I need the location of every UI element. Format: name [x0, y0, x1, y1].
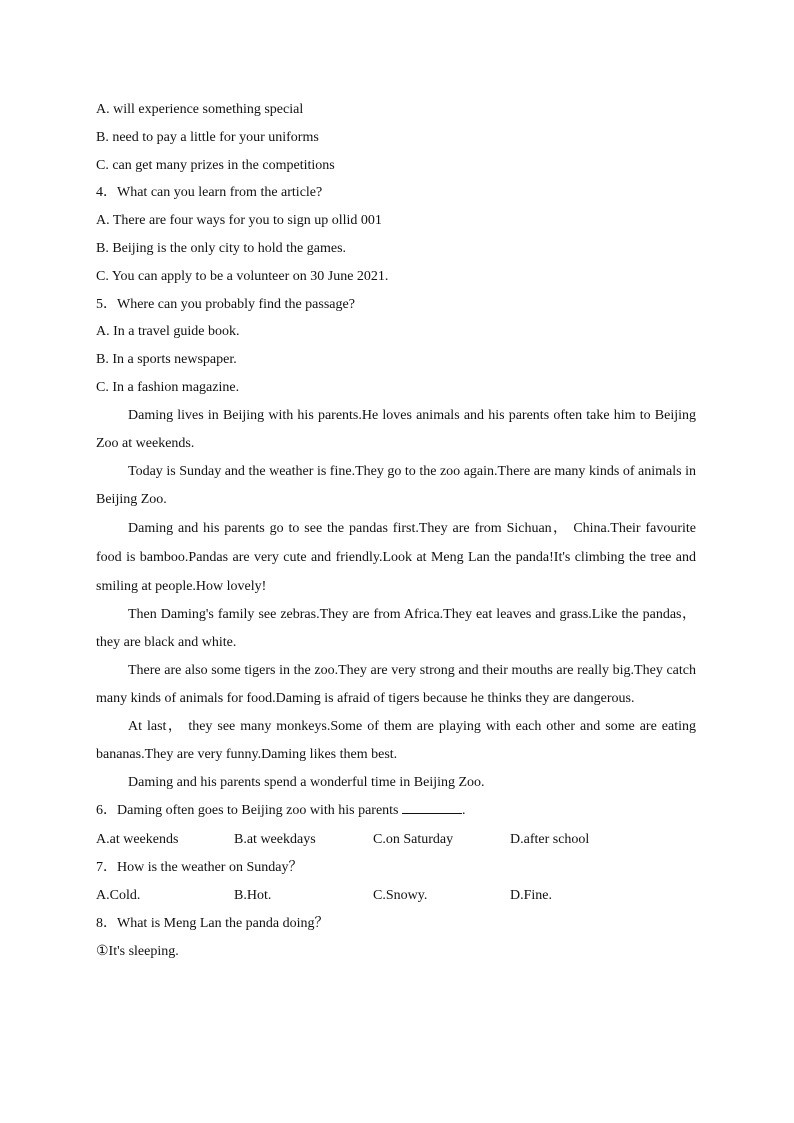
q4-question: 4．What can you learn from the article? [96, 185, 323, 201]
q6-question-text: 6．Daming often goes to Beijing zoo with his parents [96, 802, 403, 818]
q6-option-b: B.at weekdays [234, 831, 316, 847]
q5-option-a: A. In a travel guide book. [96, 324, 240, 340]
q8-question: 8．What is Meng Lan the panda doing？ [96, 916, 329, 932]
passage-paragraph-3: Daming and his parents go to see the pandas first.They are from Sichuan， China.Their favourite food is bamboo.Pandas are very cute and friendly.Look at Meng Lan the panda!It's climbing the tree and smiling at people.How lovely! [96, 520, 696, 594]
q4-option-a: A. There are four ways for you to sign up ollid 001 [96, 213, 382, 229]
q5-option-b: B. In a sports newspaper. [96, 352, 237, 368]
q6-option-a: A.at weekends [96, 831, 179, 847]
q8-option-1: ①It's sleeping. [96, 944, 179, 960]
q4-option-c: C. You can apply to be a volunteer on 30 June 2021. [96, 268, 389, 284]
passage-paragraph-5: There are also some tigers in the zoo.They are very strong and their mouths are really big.They catch many kinds of animals for food.Daming is afraid of tigers because he thinks they are dangerous. [96, 662, 696, 706]
passage-paragraph-4: Then Daming's family see zebras.They are from Africa.They eat leaves and grass.Like the pandas，they are black and white. [96, 606, 696, 650]
q6-options [96, 825, 696, 854]
q6-question-end: . [462, 802, 466, 818]
passage-paragraph-1: Daming lives in Beijing with his parents.He loves animals and his parents often take him to Beijing Zoo at weekends. [96, 407, 696, 451]
q3-option-c: C. can get many prizes in the competitions [96, 157, 335, 173]
q7-option-c: C.Snowy. [373, 888, 428, 904]
q6-option-d: D.after school [510, 831, 590, 847]
q5-option-c: C. In a fashion magazine. [96, 379, 240, 395]
q7-options [96, 881, 696, 910]
q6-option-c: C.on Saturday [373, 831, 454, 847]
q3-option-a: A. will experience something special [96, 102, 304, 117]
q4-option-b: B. Beijing is the only city to hold the games. [96, 240, 347, 256]
q7-option-b: B.Hot. [234, 888, 272, 904]
q7-question: 7．How is the weather on Sunday？ [96, 859, 303, 875]
q6-answer-blank [402, 799, 462, 814]
q5-question: 5．Where can you probably find the passage? [96, 296, 355, 312]
q7-option-a: A.Cold. [96, 888, 141, 904]
passage-paragraph-6: At last， they see many monkeys.Some of them are playing with each other and some are eating bananas.They are very funny.Daming likes them best. [96, 718, 696, 762]
q6-question [96, 797, 696, 825]
document-content [96, 96, 696, 966]
q3-option-b: B. need to pay a little for your uniforms [96, 129, 319, 145]
passage-paragraph-2: Today is Sunday and the weather is fine.They go to the zoo again.There are many kinds of animals in Beijing Zoo. [96, 463, 696, 507]
q7-option-d: D.Fine. [510, 888, 552, 904]
passage-paragraph-7: Daming and his parents spend a wonderful time in Beijing Zoo. [128, 774, 485, 790]
